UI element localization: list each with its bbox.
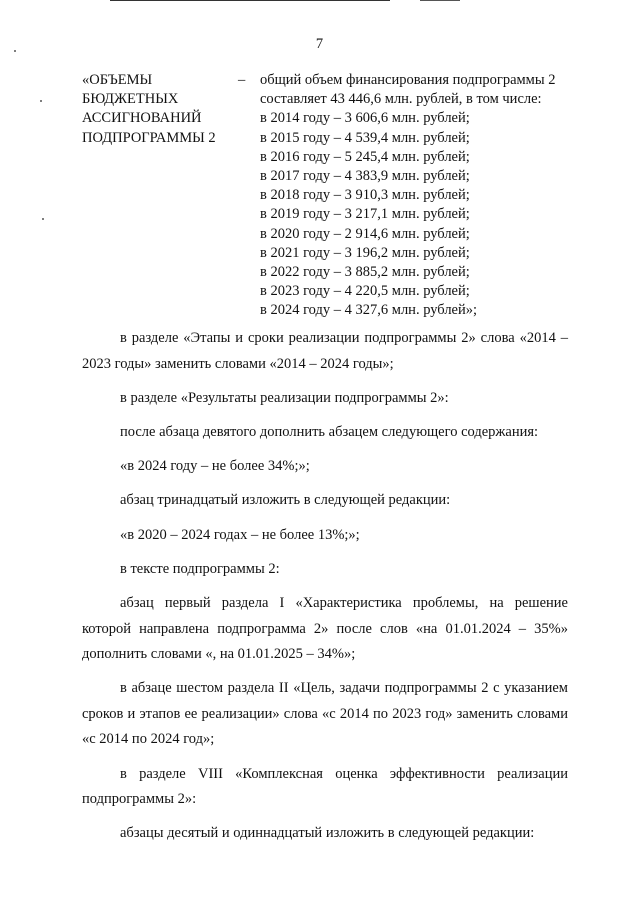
scan-edge-line	[420, 0, 460, 1]
funding-line: в 2018 году – 3 910,3 млн. рублей;	[260, 187, 470, 204]
paragraph: в разделе VIII «Комплексная оценка эффективности реализации подпрограммы 2»:	[82, 765, 568, 808]
paragraph: абзац тринадцатый изложить в следующей редакции:	[120, 492, 451, 509]
paragraph: в абзаце шестом раздела II «Цель, задачи подпрограммы 2 с указанием сроков и этапов ее реализации» слова «с 2014 по 2023 год» заменить словами «с 2014 по 2024 год»;	[82, 680, 568, 748]
section-label-line: «ОБЪЕМЫ	[82, 72, 153, 88]
funding-line: в 2017 году – 4 383,9 млн. рублей;	[260, 168, 470, 185]
funding-line: в 2021 году – 3 196,2 млн. рублей;	[260, 244, 470, 261]
section-label-line: ПОДПРОГРАММЫ 2	[82, 129, 216, 146]
scan-edge-line	[110, 0, 390, 1]
section-label-line: АССИГНОВАНИЙ	[82, 110, 202, 127]
label-dash: –	[238, 72, 246, 88]
scan-speck	[40, 100, 42, 102]
paragraph: абзацы десятый и одиннадцатый изложить в следующей редакции:	[120, 825, 535, 842]
paragraph: в разделе «Результаты реализации подпрограммы 2»:	[120, 389, 449, 406]
paragraph: «в 2024 году – не более 34%;»;	[120, 458, 310, 475]
paragraph: «в 2020 – 2024 годах – не более 13%;»;	[120, 526, 360, 543]
paragraph: в тексте подпрограммы 2:	[120, 560, 280, 577]
funding-line: общий объем финансирования подпрограммы 2	[260, 72, 556, 88]
body-text	[82, 326, 568, 856]
funding-line: в 2023 году – 4 220,5 млн. рублей;	[260, 283, 470, 300]
funding-line: в 2020 году – 2 914,6 млн. рублей;	[260, 225, 470, 242]
funding-line: в 2016 году – 5 245,4 млн. рублей;	[260, 148, 470, 165]
scan-speck	[42, 218, 44, 220]
funding-line: в 2015 году – 4 539,4 млн. рублей;	[260, 129, 470, 146]
paragraph: абзац первый раздела I «Характеристика проблемы, на решение которой направлена подпрограмма 2» после слов «на 01.01.2024 – 35%» дополнить словами «, на 01.01.2025 – 34%»;	[82, 594, 568, 663]
section-label-line: БЮДЖЕТНЫХ	[82, 91, 179, 108]
funding-line: в 2022 году – 3 885,2 млн. рублей;	[260, 264, 470, 281]
paragraph: после абзаца девятого дополнить абзацем следующего содержания:	[120, 423, 539, 440]
funding-line: в 2024 году – 4 327,6 млн. рублей»;	[260, 302, 478, 319]
funding-block	[260, 71, 555, 321]
funding-line: в 2019 году – 3 217,1 млн. рублей;	[260, 206, 470, 223]
funding-line: составляет 43 446,6 млн. рублей, в том числе:	[260, 91, 542, 108]
paragraph: в разделе «Этапы и сроки реализации подпрограммы 2» слова «2014 – 2023 годы» заменить словами «2014 – 2024 годы»;	[82, 330, 568, 372]
page-number: 7	[315, 36, 324, 52]
section-label	[82, 71, 216, 148]
funding-line: в 2014 году – 3 606,6 млн. рублей;	[260, 110, 470, 127]
